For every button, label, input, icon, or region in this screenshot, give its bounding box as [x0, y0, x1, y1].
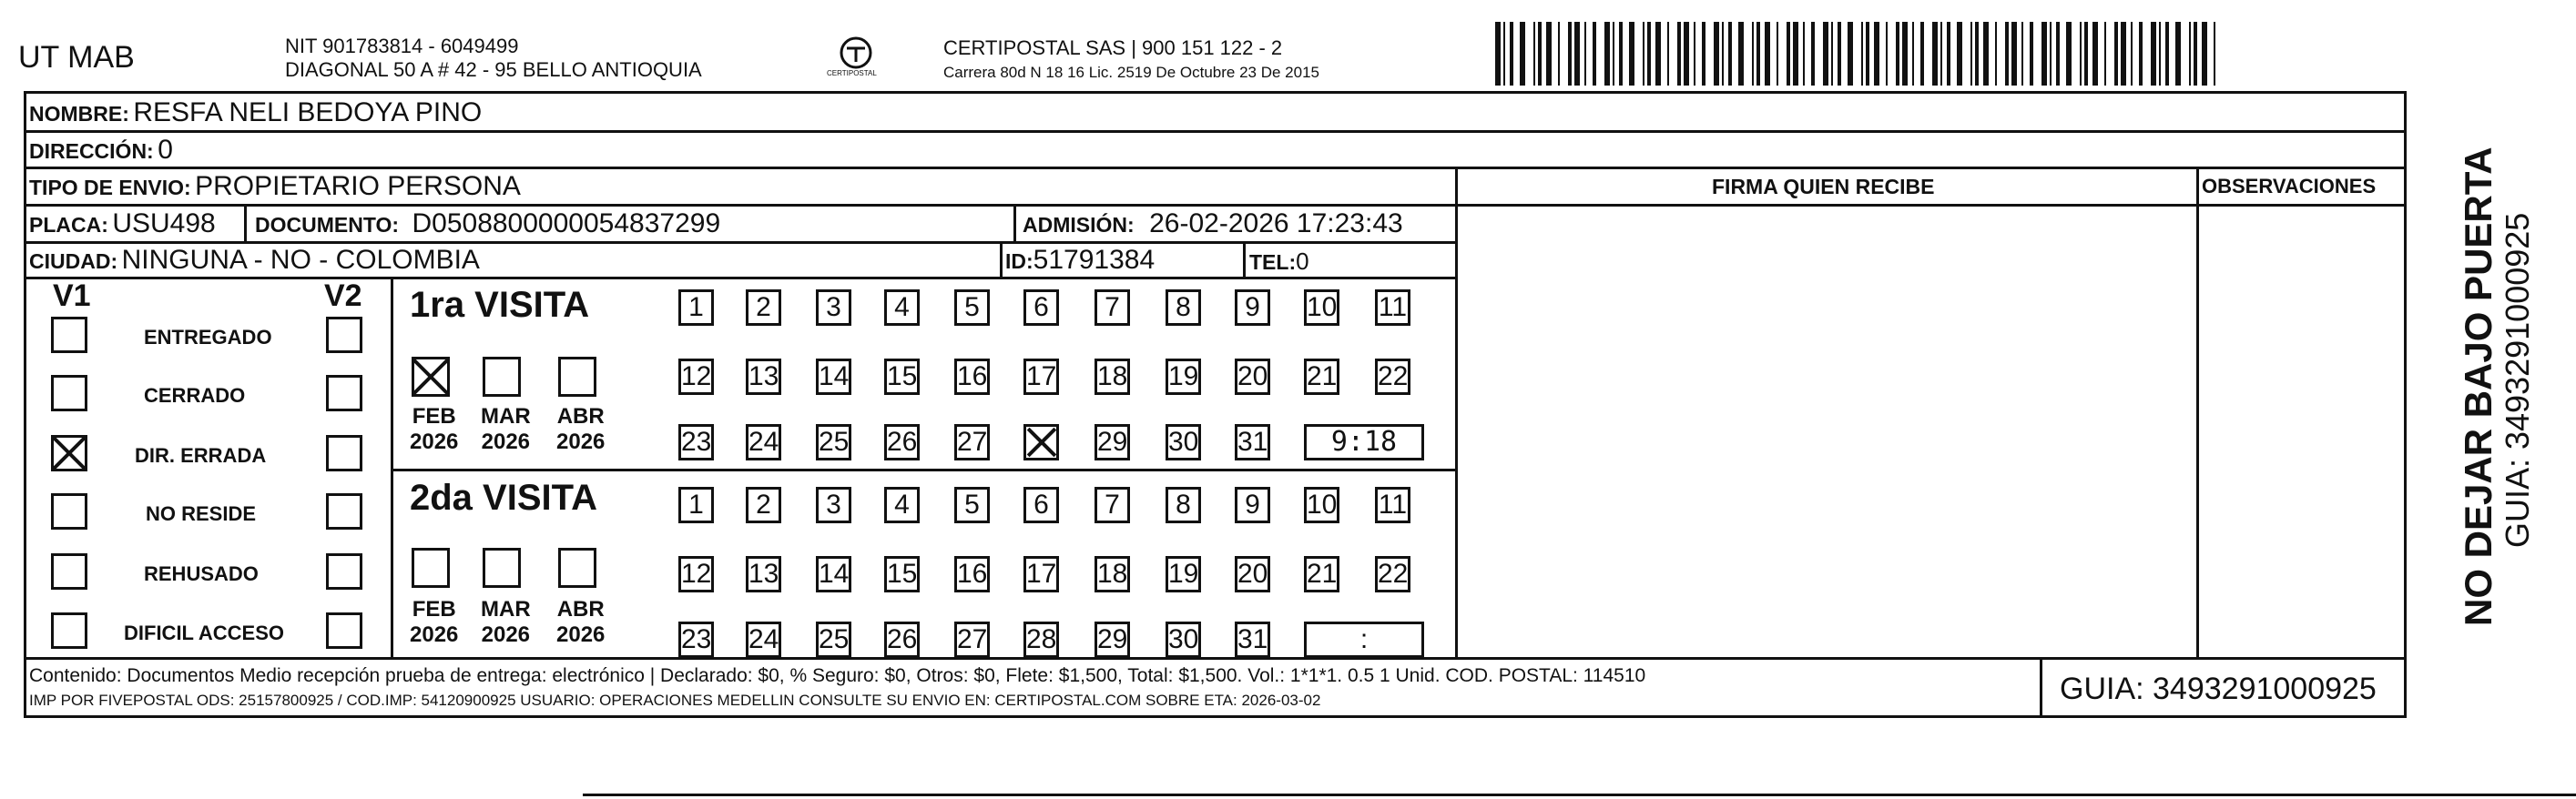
day-box-29[interactable]: 29: [1095, 424, 1130, 460]
day-box-2[interactable]: 2: [746, 289, 781, 326]
barcode-bar: [1866, 22, 1869, 86]
v1-checkbox[interactable]: [51, 612, 87, 649]
cut-line: [583, 794, 2576, 796]
direccion-field: [29, 135, 173, 166]
day-box-24[interactable]: 24: [746, 622, 781, 658]
tel-value: 0: [1296, 248, 1309, 275]
barcode-bar: [1629, 22, 1634, 86]
month-year: 2026: [556, 430, 606, 454]
barcode-bar: [1756, 22, 1760, 86]
day-box-27[interactable]: 27: [954, 424, 990, 460]
company-address: DIAGONAL 50 A # 42 - 95 BELLO ANTIOQUIA: [285, 58, 702, 81]
day-box-22[interactable]: 22: [1375, 556, 1410, 592]
barcode-bar: [1647, 22, 1651, 86]
day-box-31[interactable]: 31: [1235, 424, 1270, 460]
month-name: FEB: [412, 597, 456, 622]
month-label: [556, 597, 605, 648]
day-box-6[interactable]: 6: [1023, 289, 1059, 326]
barcode-bar: [1714, 22, 1719, 86]
barcode-bar: [1912, 22, 1914, 86]
barcode-bar: [1667, 22, 1669, 86]
v1-label: V1: [53, 278, 91, 313]
day-box-13[interactable]: 13: [746, 359, 781, 395]
barcode-bar: [1684, 22, 1689, 86]
day-box-5[interactable]: 5: [954, 289, 990, 326]
barcode-bar: [1995, 22, 1997, 86]
tipo-envio-field: [29, 171, 521, 202]
day-box-1[interactable]: 1: [678, 289, 714, 326]
barcode-bar: [1932, 22, 1938, 86]
barcode-bar: [1831, 22, 1833, 86]
certipostal-line1: CERTIPOSTAL SAS | 900 151 122 - 2: [943, 36, 1283, 59]
firma-header: FIRMA QUIEN RECIBE: [1712, 175, 1935, 198]
barcode-bar: [2214, 22, 2215, 86]
direccion-value: 0: [158, 135, 173, 165]
day-box-1[interactable]: 1: [678, 487, 714, 523]
barcode-bar: [1510, 22, 1513, 86]
day-box-28[interactable]: [1023, 424, 1059, 460]
barcode-bar: [2121, 22, 2126, 86]
day-box-7[interactable]: 7: [1095, 289, 1130, 326]
nombre-value: RESFA NELI BEDOYA PINO: [133, 97, 483, 127]
month-checkbox-feb[interactable]: [412, 548, 450, 588]
tel-field: [1249, 248, 1309, 276]
placa-field: [29, 208, 216, 239]
day-box-21[interactable]: 21: [1304, 556, 1339, 592]
day-box-4[interactable]: 4: [884, 289, 920, 326]
barcode-bar: [2084, 22, 2088, 86]
v1-checkbox[interactable]: [51, 375, 87, 411]
direccion-label: DIRECCIÓN:: [29, 139, 154, 163]
barcode-bar: [1568, 22, 1572, 86]
barcode: [1495, 22, 2224, 86]
nombre-field: [29, 97, 482, 128]
barcode-bar: [1902, 22, 1908, 86]
v2-checkbox[interactable]: [326, 375, 362, 411]
v2-checkbox[interactable]: [326, 317, 362, 353]
month-name: FEB: [412, 404, 456, 429]
visit1-title: 1ra VISITA: [410, 285, 590, 325]
barcode-bar: [1495, 22, 1501, 86]
barcode-bar: [1619, 22, 1623, 86]
barcode-bar: [1787, 22, 1790, 86]
barcode-bar: [2041, 22, 2047, 86]
day-box-8[interactable]: 8: [1166, 289, 1201, 326]
v2-checkbox[interactable]: [326, 435, 362, 471]
month-name: ABR: [556, 404, 605, 429]
time-field[interactable]: 9:18: [1304, 424, 1424, 460]
barcode-bar: [2189, 22, 2191, 86]
month-checkbox-feb[interactable]: [412, 357, 450, 397]
day-box-3[interactable]: 3: [816, 487, 851, 523]
day-box-14[interactable]: 14: [816, 359, 851, 395]
tel-label: TEL:: [1249, 250, 1297, 274]
barcode-bar: [1728, 22, 1732, 86]
day-box-30[interactable]: 30: [1166, 622, 1201, 658]
day-box-3[interactable]: 3: [816, 289, 851, 326]
barcode-bar: [2021, 22, 2023, 86]
day-box-30[interactable]: 30: [1166, 424, 1201, 460]
barcode-bar: [1970, 22, 1972, 86]
day-box-18[interactable]: 18: [1095, 359, 1130, 395]
day-box-20[interactable]: 20: [1235, 556, 1270, 592]
v1-checkbox[interactable]: [51, 317, 87, 353]
barcode-bar: [1655, 22, 1661, 86]
placa-label: PLACA:: [29, 213, 108, 237]
month-label: [410, 597, 458, 648]
day-box-17[interactable]: 17: [1023, 359, 1059, 395]
barcode-bar: [1677, 22, 1681, 86]
barcode-bar: [1861, 22, 1863, 86]
day-box-16[interactable]: 16: [954, 556, 990, 592]
ciudad-value: NINGUNA - NO - COLOMBIA: [121, 245, 480, 275]
footer-guia: GUIA: 3493291000925: [2060, 672, 2377, 706]
barcode-bar: [1765, 22, 1770, 86]
barcode-bar: [2080, 22, 2082, 86]
barcode-image: [1495, 22, 2224, 86]
barcode-bar: [1533, 22, 1535, 86]
month-label: [410, 404, 458, 455]
observaciones-header: OBSERVACIONES: [2202, 175, 2377, 197]
barcode-bar: [1538, 22, 1542, 86]
barcode-bar: [1975, 22, 1979, 86]
barcode-bar: [1503, 22, 1505, 86]
day-box-24[interactable]: 24: [746, 424, 781, 460]
barcode-bar: [2104, 22, 2106, 86]
month-label: [556, 404, 605, 455]
day-box-12[interactable]: 12: [678, 556, 714, 592]
footer-line1: Contenido: Documentos Medio recepción prueba de entrega: electrónico | Declarado: $0, % Seguro: $0, Otros: $0, Flete: $1,500, Total: $1,500. Vol.: 1*1*1. 0.5 1 Unid. COD. POSTAL: 114510: [29, 665, 1646, 686]
barcode-bar: [2131, 22, 2133, 86]
status-label: REHUSADO: [144, 562, 259, 585]
barcode-bar: [1940, 22, 1942, 86]
ciudad-field: [29, 245, 480, 276]
barcode-bar: [2092, 22, 2098, 86]
ciudad-label: CIUDAD:: [29, 249, 118, 273]
v1-checkbox[interactable]: [51, 553, 87, 590]
month-checkbox-abr[interactable]: [558, 357, 596, 397]
barcode-bar: [1558, 22, 1560, 86]
barcode-bar: [1874, 22, 1879, 86]
barcode-bar: [2139, 22, 2143, 86]
day-box-23[interactable]: 23: [678, 622, 714, 658]
day-box-27[interactable]: 27: [954, 622, 990, 658]
company-name: UT MAB: [18, 40, 135, 75]
day-box-17[interactable]: 17: [1023, 556, 1059, 592]
status-label: DIR. ERRADA: [135, 444, 267, 467]
barcode-bar: [2114, 22, 2118, 86]
day-box-29[interactable]: 29: [1095, 622, 1130, 658]
day-box-12[interactable]: 12: [678, 359, 714, 395]
month-year: 2026: [410, 430, 459, 454]
barcode-bar: [1643, 22, 1644, 86]
day-box-4[interactable]: 4: [884, 487, 920, 523]
documento-value: D0508800000054837299: [412, 208, 721, 238]
day-box-10[interactable]: 10: [1304, 487, 1339, 523]
firma-area[interactable]: [1458, 207, 2195, 656]
month-checkbox-abr[interactable]: [558, 548, 596, 588]
barcode-bar: [1574, 22, 1580, 86]
certipostal-line2: Carrera 80d N 18 16 Lic. 2519 De Octubre 23 De 2015: [943, 64, 1319, 81]
day-box-21[interactable]: 21: [1304, 359, 1339, 395]
visit2-title: 2da VISITA: [410, 478, 597, 518]
id-value: 51791384: [1033, 245, 1156, 275]
month-year: 2026: [556, 622, 606, 647]
barcode-bar: [1947, 22, 1950, 86]
v2-label: V2: [324, 278, 362, 313]
v2-checkbox[interactable]: [326, 553, 362, 590]
barcode-bar: [2159, 22, 2161, 86]
observaciones-area[interactable]: [2199, 207, 2403, 656]
day-box-11[interactable]: 11: [1375, 289, 1410, 326]
barcode-bar: [1957, 22, 1962, 86]
barcode-bar: [1920, 22, 1924, 86]
day-box-18[interactable]: 18: [1095, 556, 1130, 592]
barcode-bar: [2151, 22, 2156, 86]
day-box-20[interactable]: 20: [1235, 359, 1270, 395]
id-field: [1005, 245, 1155, 276]
placa-value: USU498: [112, 208, 216, 238]
barcode-bar: [1803, 22, 1805, 86]
month-year: 2026: [481, 430, 531, 454]
admision-field: [1023, 208, 1403, 239]
month-label: [481, 597, 531, 648]
barcode-bar: [2030, 22, 2033, 86]
barcode-bar: [1793, 22, 1798, 86]
id-label: ID:: [1005, 249, 1033, 273]
barcode-bar: [1752, 22, 1754, 86]
month-name: ABR: [556, 597, 605, 622]
tipo-envio-label: TIPO DE ENVIO:: [29, 176, 191, 199]
barcode-bar: [1848, 22, 1853, 86]
day-box-22[interactable]: 22: [1375, 359, 1410, 395]
barcode-bar: [1702, 22, 1705, 86]
day-box-19[interactable]: 19: [1166, 359, 1201, 395]
barcode-bar: [1694, 22, 1695, 86]
barcode-bar: [2165, 22, 2169, 86]
day-box-16[interactable]: 16: [954, 359, 990, 395]
status-label: NO RESIDE: [146, 502, 257, 525]
day-box-13[interactable]: 13: [746, 556, 781, 592]
barcode-bar: [1823, 22, 1828, 86]
day-box-31[interactable]: 31: [1235, 622, 1270, 658]
v1-checkbox[interactable]: [51, 435, 87, 471]
month-name: MAR: [481, 597, 531, 622]
barcode-bar: [2005, 22, 2009, 86]
barcode-bar: [1886, 22, 1888, 86]
month-checkbox-mar[interactable]: [483, 357, 521, 397]
day-box-26[interactable]: 26: [884, 424, 920, 460]
footer-line2: IMP POR FIVEPOSTAL ODS: 25157800925 / COD.IMP: 54120900925 USUARIO: OPERACIONES MEDELLIN CONSULTE SU ENVIO EN: CERTIPOSTAL.COM SOBRE ETA: 2026-03-02: [29, 692, 1321, 709]
nombre-label: NOMBRE:: [29, 102, 129, 126]
barcode-bar: [2194, 22, 2197, 86]
logo-text: CERTIPOSTAL: [827, 69, 877, 77]
day-box-23[interactable]: 23: [678, 424, 714, 460]
day-box-6[interactable]: 6: [1023, 487, 1059, 523]
month-year: 2026: [410, 622, 459, 647]
day-box-9[interactable]: 9: [1235, 487, 1270, 523]
day-box-15[interactable]: 15: [884, 359, 920, 395]
day-box-28[interactable]: 28: [1023, 622, 1059, 658]
status-label: DIFICIL ACCESO: [124, 622, 285, 644]
month-label: [481, 404, 531, 455]
status-label: ENTREGADO: [144, 326, 272, 349]
day-box-10[interactable]: 10: [1304, 289, 1339, 326]
tipo-envio-value: PROPIETARIO PERSONA: [195, 171, 521, 201]
barcode-bar: [1584, 22, 1586, 86]
day-box-25[interactable]: 25: [816, 424, 851, 460]
v2-checkbox[interactable]: [326, 612, 362, 649]
side-guia: GUIA: 3493291000925: [2499, 212, 2536, 548]
certipostal-logo: [810, 35, 901, 82]
day-box-14[interactable]: 14: [816, 556, 851, 592]
day-box-25[interactable]: 25: [816, 622, 851, 658]
barcode-bar: [1613, 22, 1614, 86]
barcode-bar: [1722, 22, 1724, 86]
nit-text: NIT 901783814 - 6049499: [285, 35, 519, 57]
month-name: MAR: [481, 404, 531, 429]
barcode-bar: [2202, 22, 2207, 86]
barcode-bar: [1983, 22, 1989, 86]
barcode-bar: [1777, 22, 1778, 86]
day-box-7[interactable]: 7: [1095, 487, 1130, 523]
month-checkbox-mar[interactable]: [483, 548, 521, 588]
barcode-bar: [1604, 22, 1610, 86]
day-box-11[interactable]: 11: [1375, 487, 1410, 523]
day-box-19[interactable]: 19: [1166, 556, 1201, 592]
day-box-8[interactable]: 8: [1166, 487, 1201, 523]
barcode-bar: [2011, 22, 2017, 86]
barcode-bar: [1738, 22, 1744, 86]
side-warning: NO DEJAR BAJO PUERTA: [2457, 147, 2500, 626]
admision-label: ADMISIÓN:: [1023, 213, 1135, 237]
barcode-bar: [2066, 22, 2072, 86]
documento-field: [255, 208, 720, 239]
day-box-15[interactable]: 15: [884, 556, 920, 592]
barcode-bar: [1546, 22, 1552, 86]
day-box-5[interactable]: 5: [954, 487, 990, 523]
v1-checkbox[interactable]: [51, 493, 87, 530]
barcode-bar: [1896, 22, 1899, 86]
day-box-2[interactable]: 2: [746, 487, 781, 523]
month-year: 2026: [481, 622, 531, 647]
documento-label: DOCUMENTO:: [255, 213, 400, 237]
time-field[interactable]: :: [1304, 622, 1424, 658]
barcode-bar: [1520, 22, 1525, 86]
barcode-bar: [2056, 22, 2060, 86]
barcode-bar: [2175, 22, 2181, 86]
barcode-bar: [1811, 22, 1815, 86]
day-box-26[interactable]: 26: [884, 622, 920, 658]
barcode-bar: [2050, 22, 2052, 86]
day-box-9[interactable]: 9: [1235, 289, 1270, 326]
status-label: CERRADO: [144, 384, 246, 407]
admision-value: 26-02-2026 17:23:43: [1149, 208, 1403, 238]
barcode-bar: [1593, 22, 1596, 86]
barcode-bar: [1838, 22, 1841, 86]
v2-checkbox[interactable]: [326, 493, 362, 530]
